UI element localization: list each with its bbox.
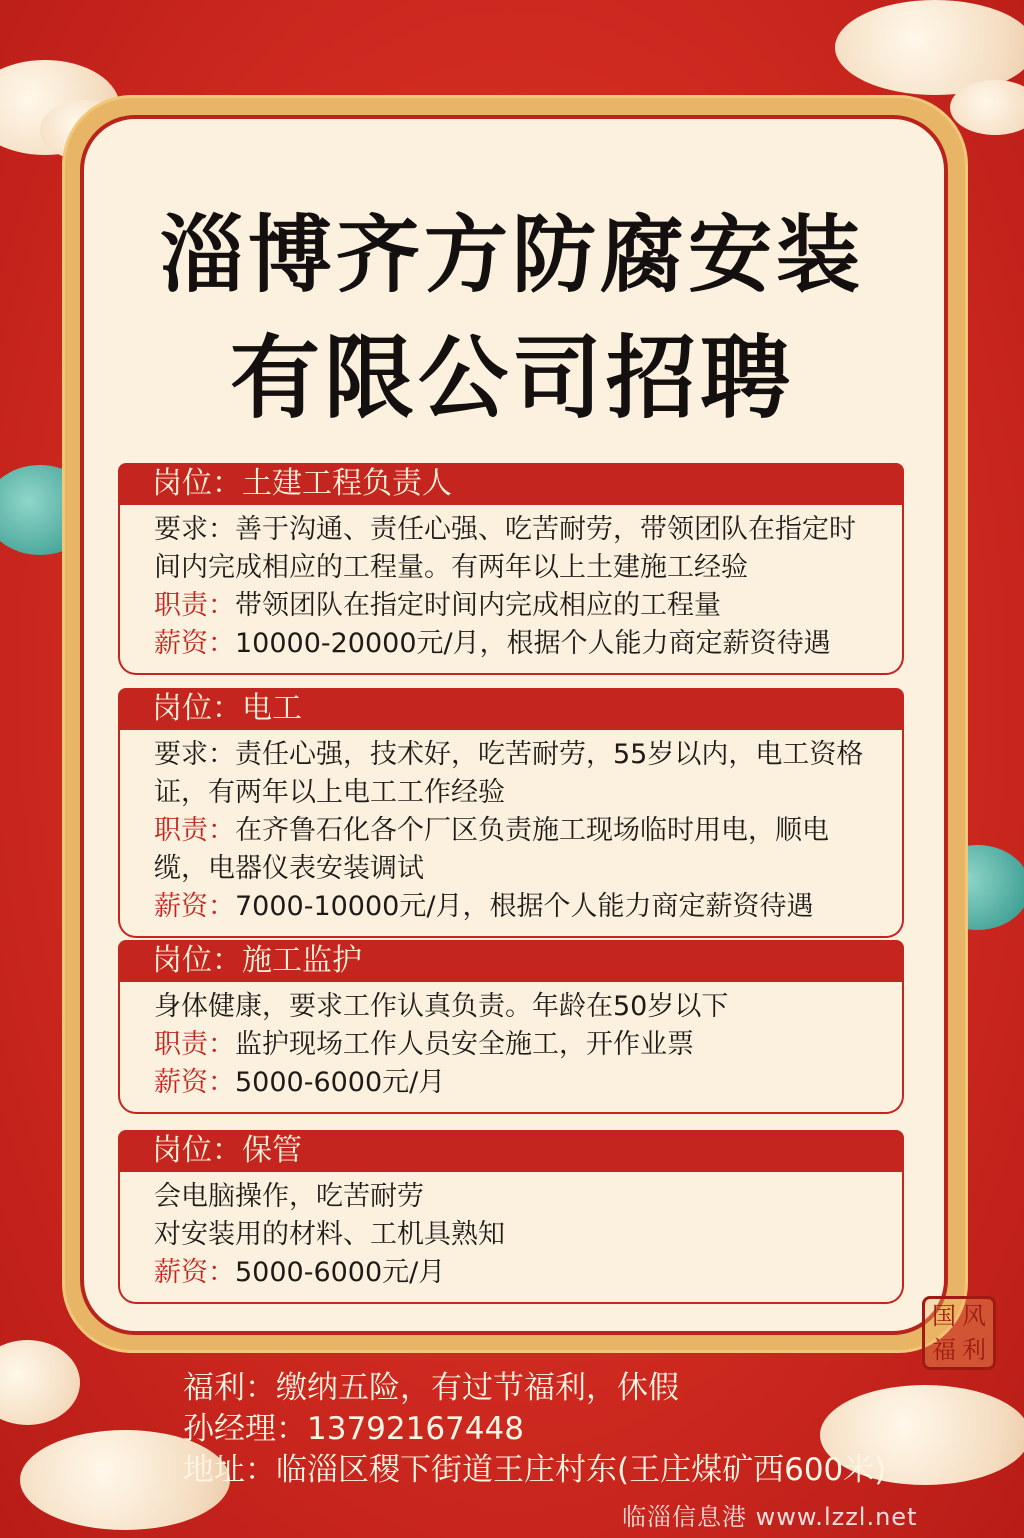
job-title: 岗位：施工监护 xyxy=(118,940,904,982)
job-salary: 薪资：7000-10000元/月，根据个人能力商定薪资待遇 xyxy=(154,891,814,922)
job-requirement: 对安装用的材料、工机具熟知 xyxy=(154,1219,505,1250)
job-duty: 职责：监护现场工作人员安全施工，开作业票 xyxy=(154,1029,694,1060)
page-subtitle: 有限公司招聘 xyxy=(230,325,794,431)
job-title: 岗位：电工 xyxy=(118,688,904,730)
job-title: 岗位：保管 xyxy=(118,1130,904,1172)
job-card xyxy=(118,1130,904,1304)
job-details xyxy=(118,505,904,675)
job-requirement: 身体健康，要求工作认真负责。年龄在50岁以下 xyxy=(154,991,729,1022)
address-text: 地址：临淄区稷下街道王庄村东(王庄煤矿西600米) xyxy=(183,1452,887,1488)
job-details xyxy=(118,982,904,1114)
job-details xyxy=(118,1172,904,1304)
contact-text: 孙经理：13792167448 xyxy=(183,1411,524,1447)
seal-stamp: 国 风 福 利 xyxy=(922,1296,996,1370)
job-requirement: 会电脑操作，吃苦耐劳 xyxy=(154,1181,424,1212)
job-card xyxy=(118,463,904,675)
job-details xyxy=(118,730,904,938)
job-duty: 职责：在齐鲁石化各个厂区负责施工现场临时用电，顺电缆，电器仪表安装调试 xyxy=(154,815,829,884)
job-title: 岗位：土建工程负责人 xyxy=(118,463,904,505)
watermark: 临淄信息港 www.lzzl.net xyxy=(622,1503,918,1531)
job-requirement: 要求：责任心强，技术好，吃苦耐劳，55岁以内，电工资格证，有两年以上电工工作经验 xyxy=(154,739,864,808)
job-salary: 薪资：5000-6000元/月 xyxy=(154,1067,446,1098)
page-title: 淄博齐方防腐安装 xyxy=(159,205,864,304)
job-card xyxy=(118,688,904,938)
job-salary: 薪资：5000-6000元/月 xyxy=(154,1257,446,1288)
job-card xyxy=(118,940,904,1114)
job-duty: 职责：带领团队在指定时间内完成相应的工程量 xyxy=(154,590,721,621)
job-requirement: 要求：善于沟通、责任心强、吃苦耐劳，带领团队在指定时间内完成相应的工程量。有两年以上土建施工经验 xyxy=(154,514,856,583)
benefits-text: 福利：缴纳五险，有过节福利，休假 xyxy=(183,1370,679,1406)
job-salary: 薪资：10000-20000元/月，根据个人能力商定薪资待遇 xyxy=(154,628,831,659)
